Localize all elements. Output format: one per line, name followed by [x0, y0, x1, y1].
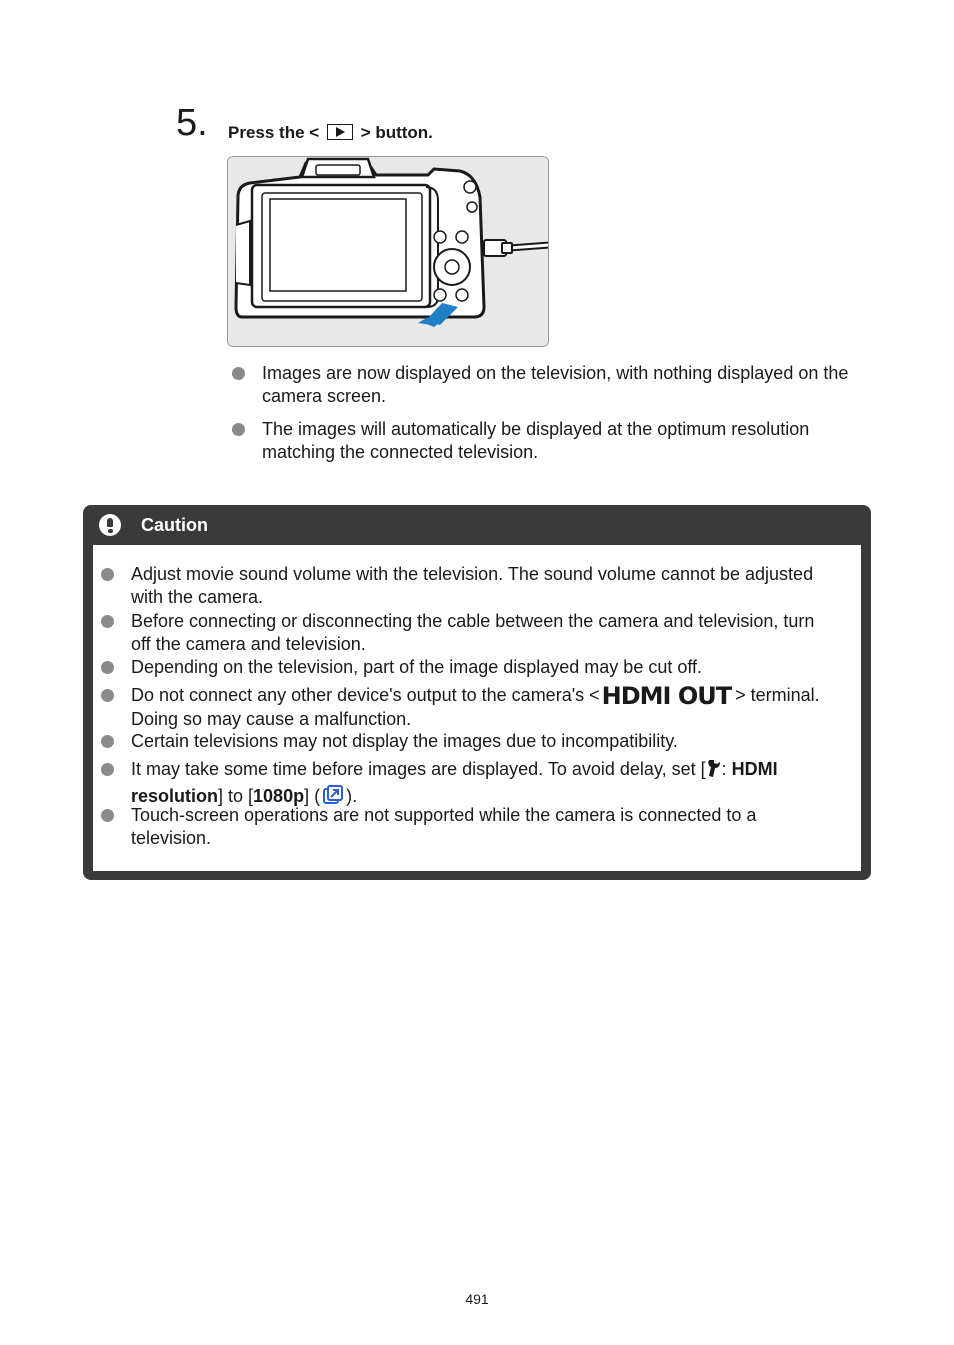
note-text: Images are now displayed on the television, with nothing displayed on the camera screen.: [262, 363, 849, 406]
hdmi-out-terminal-label: HDMI OUT: [601, 682, 732, 710]
list-item: [131, 610, 831, 656]
bullet-dot-icon: [101, 809, 114, 822]
hdmi-resolution-setting: HDMI resolution: [131, 759, 778, 806]
list-item: [131, 804, 831, 850]
camera-back-icon: [228, 157, 549, 347]
caution-text: Certain televisions may not display the images due to incompatibility.: [131, 731, 678, 751]
caution-body: [93, 545, 861, 871]
caution-text: It may take some time before images are displayed. To avoid delay, set [: [131, 759, 706, 779]
resolution-value: 1080p: [253, 786, 305, 806]
caution-text: Touch-screen operations are not supported while the camera is connected to a television.: [131, 805, 757, 848]
caution-text: Adjust movie sound volume with the television. The sound volume cannot be adjusted with the camera.: [131, 564, 814, 607]
note-text: The images will automatically be displayed at the optimum resolution matching the connected television.: [262, 419, 810, 462]
bullet-dot-icon: [101, 763, 114, 776]
caution-text: Before connecting or disconnecting the cable between the camera and television, turn off the camera and television.: [131, 611, 815, 654]
bullet-dot-icon: [101, 735, 114, 748]
caution-text: > terminal. Doing so may cause a malfunction.: [131, 685, 820, 729]
bullet-dot-icon: [101, 689, 114, 702]
caution-box: [83, 505, 871, 880]
list-item: [230, 418, 870, 464]
caution-text: Do not connect any other device's output to the camera's <: [131, 685, 600, 705]
bullet-dot-icon: [101, 661, 114, 674]
caution-header: [83, 505, 871, 545]
step-title-after: > button.: [360, 123, 433, 142]
bullet-dot-icon: [101, 568, 114, 581]
playback-button-icon: [327, 124, 353, 140]
caution-text: ] (: [304, 786, 321, 806]
caution-text: ).: [346, 786, 358, 806]
caution-text: ] to [: [218, 786, 254, 806]
step-notes: [230, 362, 870, 474]
step-title: [228, 122, 433, 144]
caution-icon: [99, 514, 121, 536]
caution-text: Depending on the television, part of the image displayed may be cut off.: [131, 657, 703, 677]
page-number: 491: [465, 1291, 489, 1307]
list-item: [131, 730, 831, 753]
caution-text: :: [721, 759, 732, 779]
bullet-dot-icon: [101, 615, 114, 628]
list-item: [131, 563, 831, 609]
step-title-before: Press the <: [228, 123, 320, 142]
wrench-icon: [706, 758, 722, 784]
list-item: [131, 656, 831, 679]
list-item: [131, 684, 831, 731]
bullet-dot-icon: [232, 367, 245, 380]
list-item: [230, 362, 870, 408]
camera-illustration: [227, 156, 549, 347]
caution-title: Caution: [141, 515, 208, 535]
step-number: 5.: [176, 102, 208, 144]
bullet-dot-icon: [232, 423, 245, 436]
